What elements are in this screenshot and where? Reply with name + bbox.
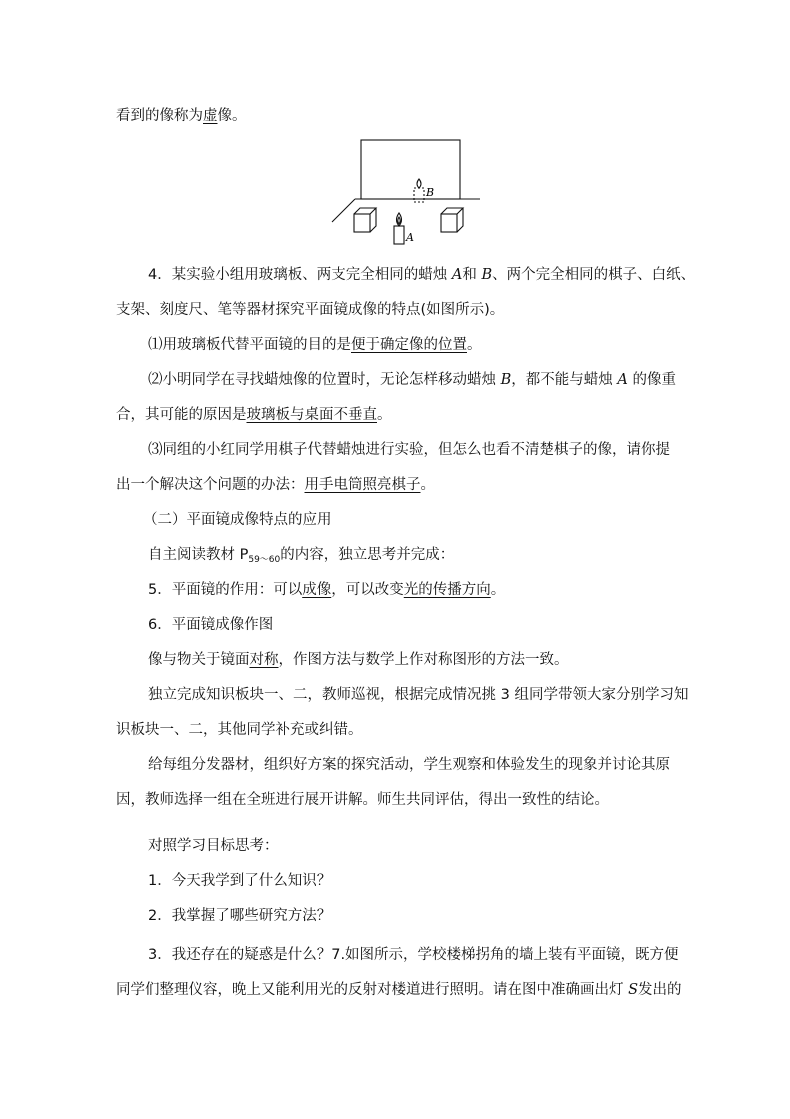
independent-line1: 独立完成知识板块一、二，教师巡视，根据完成情况挑 3 组同学带领大家分别学习知 (148, 687, 689, 703)
question-4-intro-line2: 支架、刻度尺、笔等器材探究平面镜成像的特点(如图所示)。 (116, 302, 505, 318)
question-4-part1: ⑴用玻璃板代替平面镜的目的是便于确定像的位置。 (148, 337, 482, 353)
chess-piece-left (354, 208, 376, 232)
chess-piece-right (441, 208, 463, 232)
question-5: 5．平面镜的作用：可以成像，可以改变光的传播方向。 (148, 582, 506, 598)
question-4-part2-line1: ⑵小明同学在寻找蜡烛像的位置时，无论怎样移动蜡烛 B，都不能与蜡烛 A 的像重 (148, 372, 676, 388)
glass-plate (361, 140, 460, 199)
label-a: A (406, 231, 414, 244)
question-4-part3-line1: ⑶同组的小红同学用棋子代替蜡烛进行实验，但怎么也看不清楚棋子的像，请你提 (148, 442, 670, 458)
experiment-figure (330, 138, 490, 250)
reflection-3-line1: 3．我还存在的疑惑是什么？7.如图所示，学校楼梯拐角的墙上装有平面镜，既方便 (148, 947, 679, 963)
independent-line2: 识板块一、二，其他同学补充或纠错。 (116, 722, 363, 738)
activity-line1: 给每组分发器材，组织好方案的探究活动，学生观察和体验发生的现象并讨论其原 (148, 757, 670, 773)
question-4-intro-line1: 4．某实验小组用玻璃板、两支完全相同的蜡烛 A和 B、两个完全相同的棋子、白纸、 (148, 267, 696, 283)
reflection-heading: 对照学习目标思考： (148, 838, 279, 854)
answer-symmetry: 对称 (249, 652, 279, 668)
section-2-heading: （二）平面镜成像特点的应用 (143, 512, 332, 528)
answer-part2: 玻璃板与桌面不垂直 (246, 407, 377, 423)
answer-part1: 便于确定像的位置 (351, 337, 467, 353)
question-4-part2-line2: 合，其可能的原因是玻璃板与桌面不垂直。 (116, 407, 392, 423)
reflection-1: 1．今天我学到了什么知识？ (148, 873, 332, 889)
reflection-3-line2: 同学们整理仪容，晚上又能利用光的反射对楼道进行照明。请在图中准确画出灯 S发出的 (116, 982, 682, 998)
symmetry-line: 像与物关于镜面对称，作图方法与数学上作对称图形的方法一致。 (148, 652, 569, 668)
label-b: B (426, 186, 435, 199)
activity-line2: 因，教师选择一组在全班进行展开讲解。师生共同评估，得出一致性的结论。 (116, 792, 609, 808)
reading-instruction: 自主阅读教材 $P_{59\sim 60}$的内容，独立思考并完成： (148, 547, 455, 565)
question-4-part3-line2: 出一个解决这个问题的办法：用手电筒照亮棋子。 (116, 477, 435, 493)
question-6: 6．平面镜成像作图 (148, 617, 274, 633)
answer-5b: 光的传播方向 (403, 582, 491, 598)
reflection-2: 2．我掌握了哪些研究方法？ (148, 908, 332, 924)
answer-part3: 用手电筒照亮棋子 (304, 477, 421, 493)
table-left-edge (332, 199, 355, 222)
candle-b (414, 188, 424, 202)
text-line-virtual-image: 看到的像称为虚像。 (116, 108, 247, 124)
candle-a (394, 213, 404, 244)
candle-b-flame (417, 179, 421, 188)
answer-5a: 成像 (302, 582, 332, 598)
